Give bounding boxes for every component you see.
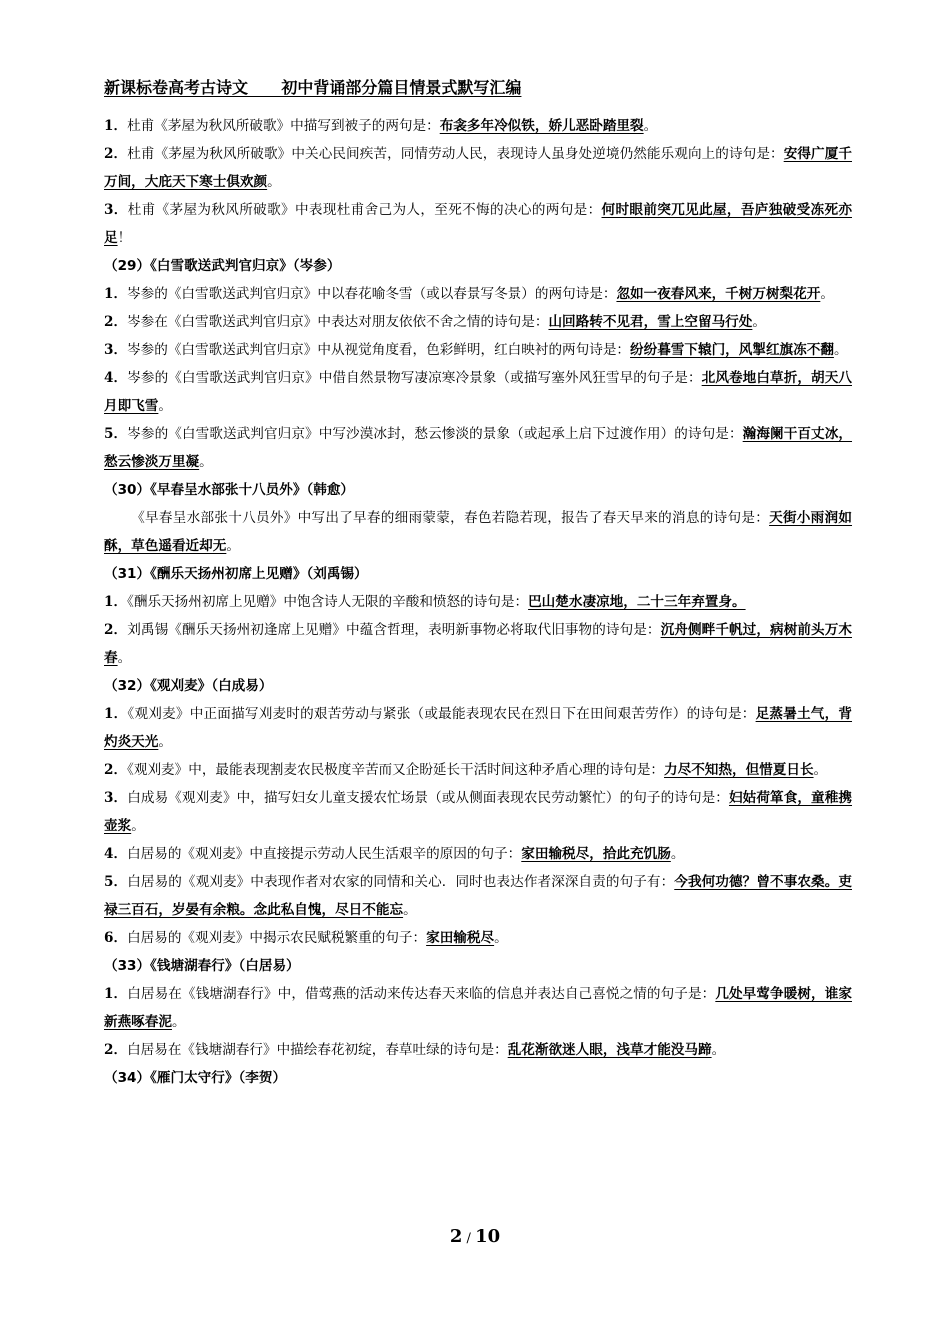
question-number: 4． [104,846,128,862]
question-text: 白居易在《钱塘湖春行》中描绘春花初绽，春草吐绿的诗句是： [127,1042,508,1058]
answer-text: 今我何功德？曾不事农桑。吏禄三百石，岁晏有余粮。念此私自愧，尽日不能忘 [104,874,852,918]
section-heading: （29）《白雪歌送武判官归京》（岑参） [104,258,341,274]
question-number: 1． [104,706,128,722]
answer-text: 几处早莺争暖树，谁家新燕啄春泥 [104,986,852,1030]
section-heading: （30）《早春呈水部张十八员外》（韩愈） [104,482,355,498]
question-item [104,112,852,140]
end-punctuation: 。 [670,846,685,862]
question-item [104,980,852,1036]
section-heading: （34）《雁门太守行》（李贺） [104,1070,287,1086]
question-number: 3． [104,202,128,218]
answer-text: 布衾多年冷似铁，娇儿恶卧踏里裂 [439,118,644,134]
question-number: 1． [104,118,128,134]
question-item [104,364,852,420]
question-number: 5． [104,874,128,890]
end-punctuation: 。 [267,174,281,190]
question-number: 5． [104,426,128,442]
page-number [0,1226,950,1247]
question-item [104,616,852,672]
answer-text: 瀚海阑干百丈冰，愁云惨淡万里凝 [104,426,853,470]
end-punctuation: 。 [158,398,172,414]
answer-text: 纷纷暮雪下辕门，风掣红旗冻不翻 [630,342,834,358]
end-punctuation: 。 [117,650,132,666]
answer-text: 巴山楚水凄凉地，二十三年弃置身。 [528,594,746,610]
question-number: 3． [104,790,128,806]
question-text: 杜甫《茅屋为秋风所破歌》中关心民间疾苦，同情劳动人民，表现诗人虽身处逆境仍然能乐观向上的诗句是： [127,146,784,162]
question-text: 杜甫《茅屋为秋风所破歌》中表现杜甫舍己为人，至死不悔的决心的两句是： [127,202,602,218]
question-item [104,336,852,364]
question-item [104,308,852,336]
question-text: 白居易在《钱塘湖春行》中，借莺燕的活动来传达春天来临的信息并表达自己喜悦之情的句子是： [127,986,716,1002]
question-text: 岑参的《白雪歌送武判官归京》中以春花喻冬雪（或以春景写冬景）的两句诗是： [127,286,617,302]
answer-text: 足蒸暑土气，背灼炎天光 [104,706,853,750]
question-text: 岑参的《白雪歌送武判官归京》中借自然景物写凄凉寒冷景象（或描写塞外风狂雪早的句子是： [127,370,702,386]
question-item [104,140,852,196]
answer-text: 家田输税尽 [426,930,495,946]
question-item [104,504,852,560]
question-number: 3． [104,342,128,358]
question-item [104,700,852,756]
question-number: 2． [104,146,128,162]
question-item [104,588,852,616]
document-page [104,74,852,1092]
document-title: 新课标卷高考古诗文 初中背诵部分篇目情景式默写汇编 [104,78,522,97]
question-item [104,1036,852,1064]
section-heading: （33）《钱塘湖春行》（白居易） [104,958,300,974]
page-separator: / [462,1231,476,1246]
question-text: 岑参在《白雪歌送武判官归京》中表达对朋友依依不舍之情的诗句是： [127,314,549,330]
question-item [104,924,852,952]
section-heading: （32）《观刈麦》（白成易） [104,678,273,694]
end-punctuation: 。 [403,902,417,918]
answer-text: 家田输税尽，拾此充饥肠 [521,846,671,862]
question-number: 2． [104,622,128,638]
question-item [104,840,852,868]
end-punctuation: 。 [813,762,828,778]
end-punctuation: 。 [171,1014,186,1030]
end-punctuation: ！ [117,230,132,246]
question-item [104,196,852,252]
question-item [104,784,852,840]
question-text: 岑参的《白雪歌送武判官归京》中从视觉角度看，色彩鲜明，红白映衬的两句诗是： [127,342,631,358]
answer-text: 天街小雨润如酥，草色遥看近却无 [104,510,853,554]
end-punctuation: 。 [158,734,172,750]
answer-text: 忽如一夜春风来，千树万树梨花开 [616,286,821,302]
answer-text: 沉舟侧畔千帆过，病树前头万木春 [104,622,852,666]
question-number: 2． [104,314,128,330]
question-text: 杜甫《茅屋为秋风所破歌》中描写到被子的两句是： [127,118,440,134]
end-punctuation: 。 [711,1042,726,1058]
question-text: 《观刈麦》中，最能表现割麦农民极度辛苦而又企盼延长干活时间这种矛盾心理的诗句是： [127,762,665,778]
question-text: 白成易《观刈麦》中，描写妇女儿童支援农忙场景（或从侧面表现农民劳动繁忙）的句子的诗句是： [127,790,729,806]
question-text: 《观刈麦》中正面描写刈麦时的艰苦劳动与紧张（或最能表现农民在烈日下在田间艰苦劳作）的诗句是： [127,706,756,722]
question-text: 岑参的《白雪歌送武判官归京》中写沙漠冰封，愁云惨淡的景象（或起承上启下过渡作用）的诗句是： [127,426,743,442]
question-number: 2． [104,1042,128,1058]
question-number: 1． [104,594,128,610]
answer-text: 力尽不知热，但惜夏日长 [664,762,814,778]
answer-text: 妇姑荷箪食，童稚携壶浆 [104,790,852,834]
answer-text: 北风卷地白草折，胡天八月即飞雪 [104,370,852,414]
end-punctuation: 。 [643,118,658,134]
question-text: 白居易的《观刈麦》中表现作者对农家的同情和关心．同时也表达作者深深自责的句子有： [127,874,675,890]
question-text: 《早春呈水部张十八员外》中写出了早春的细雨蒙蒙，春色若隐若现，报告了春天早来的消息的诗句是： [131,510,770,526]
question-number: 2． [104,762,128,778]
end-punctuation: 。 [752,314,766,330]
end-punctuation: 。 [226,538,240,554]
question-text: 刘禹锡《酬乐天扬州初逢席上见赠》中蕴含哲理，表明新事物必将取代旧事物的诗句是： [127,622,661,638]
question-text: 白居易的《观刈麦》中直接提示劳动人民生活艰辛的原因的句子： [127,846,522,862]
page-current: 2 [449,1226,463,1247]
answer-text: 安得广厦千万间，大庇天下寒士俱欢颜 [104,146,852,190]
end-punctuation: 。 [820,286,834,302]
end-punctuation: 。 [833,342,848,358]
question-number: 1． [104,286,128,302]
end-punctuation: 。 [131,818,145,834]
document-body [104,112,852,1092]
question-item [104,280,852,308]
question-text: 《酬乐天扬州初席上见赠》中饱含诗人无限的辛酸和愤怒的诗句是： [127,594,529,610]
question-number: 4． [104,370,128,386]
question-item [104,868,852,924]
answer-text: 何时眼前突兀见此屋，吾庐独破受冻死亦足 [104,202,852,246]
end-punctuation: 。 [494,930,508,946]
answer-text: 山回路转不见君，雪上空留马行处 [548,314,753,330]
answer-text: 乱花渐欲迷人眼，浅草才能没马蹄 [507,1042,712,1058]
question-text: 白居易的《观刈麦》中揭示农民赋税繁重的句子： [127,930,427,946]
question-number: 1． [104,986,128,1002]
question-item [104,420,852,476]
page-total: 10 [475,1226,501,1247]
question-item [104,756,852,784]
section-heading: （31）《酬乐天扬州初席上见赠》（刘禹锡） [104,566,368,582]
question-number: 6． [104,930,128,946]
end-punctuation: 。 [199,454,213,470]
